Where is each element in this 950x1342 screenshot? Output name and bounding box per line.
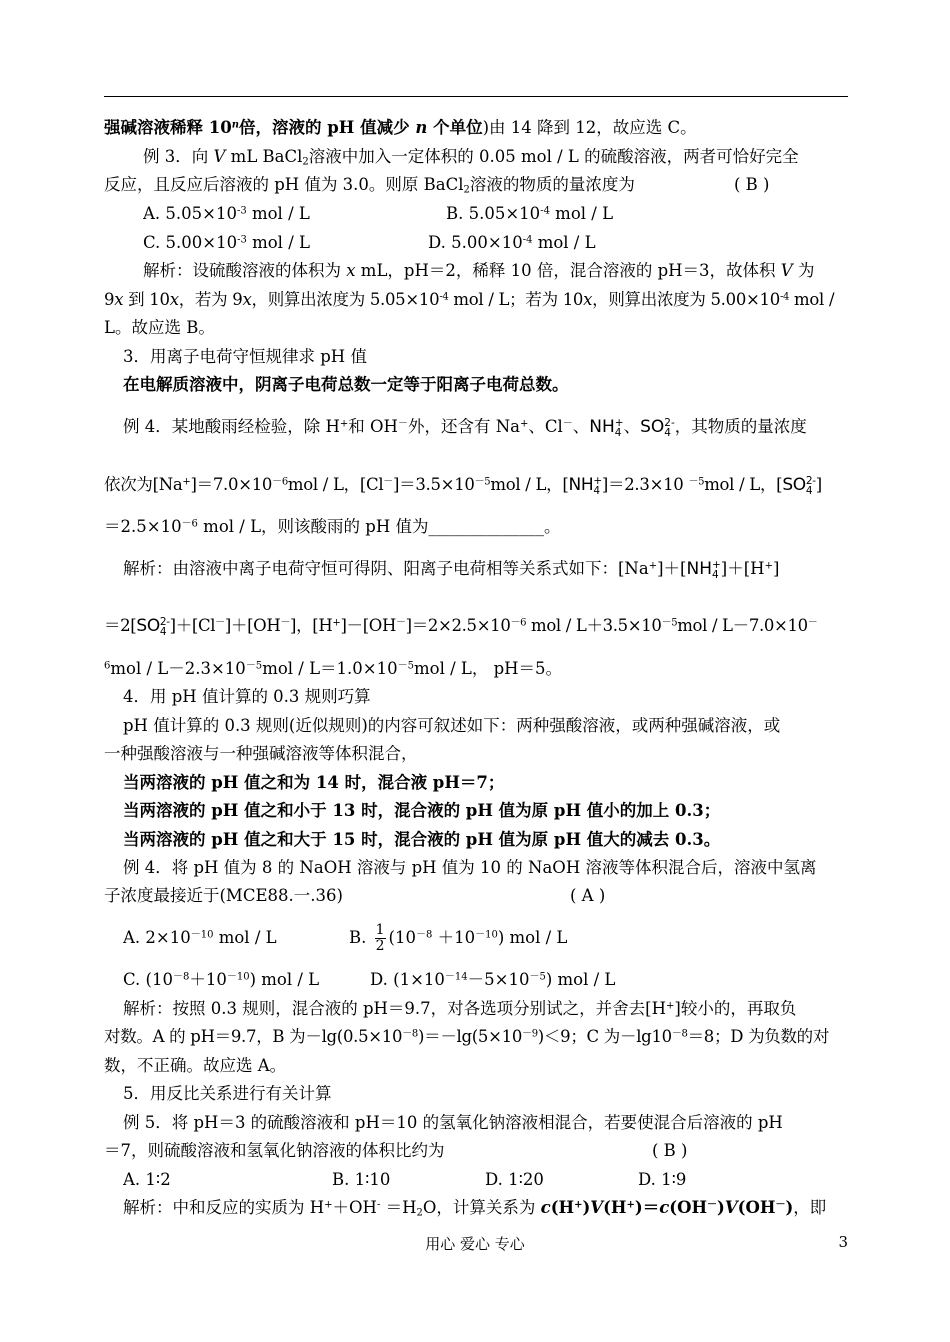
text-line: ＝2[SO 2- 4 ]＋[Cl－]＋[OH－]，$[H^+]-[OH^-]=2\times 2.5\times 10^{-6}$ mol / $L+3.5\times 10^{-5}mol / L-7.0\times 10^-$ [104,615,818,638]
rule-statement: 在电解质溶液中，阴离子电荷总数一定等于阳离子电荷总数。 [123,375,569,394]
section-heading-4: 4．用 pH 值计算的 0.3 规则巧算 [123,687,371,706]
header-rule [104,96,848,97]
option-c: D. 1∶20 [485,1170,544,1189]
page-footer: 用心 爱心 专心 [425,1235,525,1253]
answer-mark: ( A ) [570,886,606,905]
option-a: A. 1∶2 [123,1170,171,1189]
sulfate-ion: SO 2- 4 [136,615,170,638]
option-d: D. $(1\times 10^{-14}-5\times 10^{-5})$ mol / L [370,970,616,989]
options-row [123,918,848,958]
section-heading-5: 5．用反比关系进行有关计算 [123,1084,332,1103]
text-line: ＝7，则硫酸溶液和氢氧化钠溶液的体积比约为 ( B ) [104,1139,848,1163]
text-line: 对数。A 的 pH＝9.7，B 为$-\lg(0.5\times 10^{-8})=-\lg(5\times 10^{-9})<9$；C 为$-\lg 10^{-8}=8$；D 为负数的对 [104,1027,830,1046]
option-d: D. 1∶9 [638,1170,687,1189]
ammonium-ion: NH + 4 [589,416,624,439]
text-line: $^6mol / L-2.3\times 10^{-5}mol / L=1.0\times 10^{-5}mol / L$， pH＝5。 [104,659,563,678]
sulfate-ion: SO 2- 4 [782,474,816,497]
example-4-question: 例 4．某地酸雨经检验，除 H+和 OH－外，还含有 Na+、Cl－、NH + 4 、SO 2- 4 ，其物质的量浓度 [123,416,807,439]
ammonium-ion: NH + 4 [568,474,602,497]
text-line: 子浓度最接近于(MCE88.一.36) ( A ) [104,884,848,908]
example-3-question: 例 3．向 V mL BaCl$_2$溶液中加入一定体积的 0.05 mol / L 的硫酸溶液，两者可恰好完全 [143,147,799,168]
text-line: 数，不正确。故应选 A。 [104,1056,287,1075]
analysis-text: 解析：中和反应的实质为 $H^++OH^- =H_2O$，计算关系为 c(H+)V(H+)＝c(OH－)V(OH－)，即 [123,1198,827,1219]
option-b: B. 1∶10 [332,1170,391,1189]
text-line: $=2.5\times 10^{-6}$ mol / L，则该酸雨的 pH 值为______________。 [104,517,561,536]
ammonium-ion: NH + 4 [686,558,721,581]
text-line: 强碱溶液稀释 10$^n$倍，溶液的 pH 值减少 n 个单位)由 14 降到 12，故应选 C。 [104,118,697,137]
answer-mark: ( B ) [734,175,770,194]
options-row [143,202,848,226]
option-c: C. $(10^{-8}+10^{-10})$ mol / L [123,970,320,989]
option-c: C. $5.00\times 10^{-3}$ mol / L [143,233,310,252]
answer-mark: ( B ) [652,1141,688,1160]
options-row [143,231,848,255]
options-row [123,1168,848,1192]
text-line: pH 值计算的 0.3 规则(近似规则)的内容可叙述如下：两种强酸溶液，或两种强碱溶液，或 [123,716,781,735]
fraction-one-half: $\frac{1}{2}$ [375,922,385,954]
option-b: B. $\frac{1}{2}$ $(10^{-8} +10^{-10})$ mol / L [349,922,568,954]
option-b: B. $5.05\times 10^{-4}$ mol / L [446,204,614,223]
rule-statement: 当两溶液的 pH 值之和小于 13 时，混合液的 pH 值为原 pH 值小的加上 0.3； [123,801,721,820]
text-line: 一种强酸溶液与一种强碱溶液等体积混合， [104,744,418,763]
text-line: 反应，且反应后溶液的 pH 值为 3.0。则原 BaCl$_2$溶液的物质的量浓度为 ( B ) [104,175,770,196]
analysis-text: 解析：按照 0.3 规则，混合液的 pH＝9.7，对各选项分别试之，并舍去[H+]较小的，再取负 [123,999,797,1018]
rule-statement: 当两溶液的 pH 值之和大于 15 时，混合液的 pH 值为原 pH 值大的减去 0.3。 [123,830,721,849]
analysis-text: 解析：设硫酸溶液的体积为 x mL，pH＝2，稀释 10 倍，混合溶液的 pH＝3，故体积 V 为 [143,261,815,280]
text-line: 9x 到 10x，若为 9x，则算出浓度为 $5.05\times 10^{-4}$ mol / L；若为 10x，则算出浓度为 $5.00\times 10^{-4}$ mol / [104,290,835,309]
section-heading-3: 3．用离子电荷守恒规律求 pH 值 [123,347,367,366]
option-a: A. $2\times 10^{-10}$ mol / L [123,928,277,947]
option-a: A. $5.05\times 10^{-3}$ mol / L [143,204,310,223]
sulfate-ion: SO 2- 4 [640,416,675,439]
options-row [123,968,848,992]
text-line: L。故应选 B。 [104,318,215,337]
example-4-question: 例 4．将 pH 值为 8 的 NaOH 溶液与 pH 值为 10 的 NaOH 溶液等体积混合后，溶液中氢离 [123,858,817,877]
page-number: 3 [838,1233,848,1251]
text-line: 依次为$[Na^+]=7.0\times 10^{-6}mol / L$，$[Cl^-]=3.5\times 10^{-5}mol / L$，[NH + 4 ]＝2.3×10 $^{-5}$mol / L，[SO 2- 4 ] [104,474,822,497]
rule-statement: 当两溶液的 pH 值之和为 14 时，混合液 pH＝7； [123,773,505,792]
analysis-text: 解析：由溶液中离子电荷守恒可得阴、阳离子电荷相等关系式如下：[Na+]＋[NH + 4 ]＋[H+] [123,558,780,581]
option-d: D. $5.00\times 10^{-4}$ mol / L [428,233,596,252]
example-5-question: 例 5．将 pH＝3 的硫酸溶液和 pH＝10 的氢氧化钠溶液相混合，若要使混合后溶液的 pH [123,1113,783,1132]
